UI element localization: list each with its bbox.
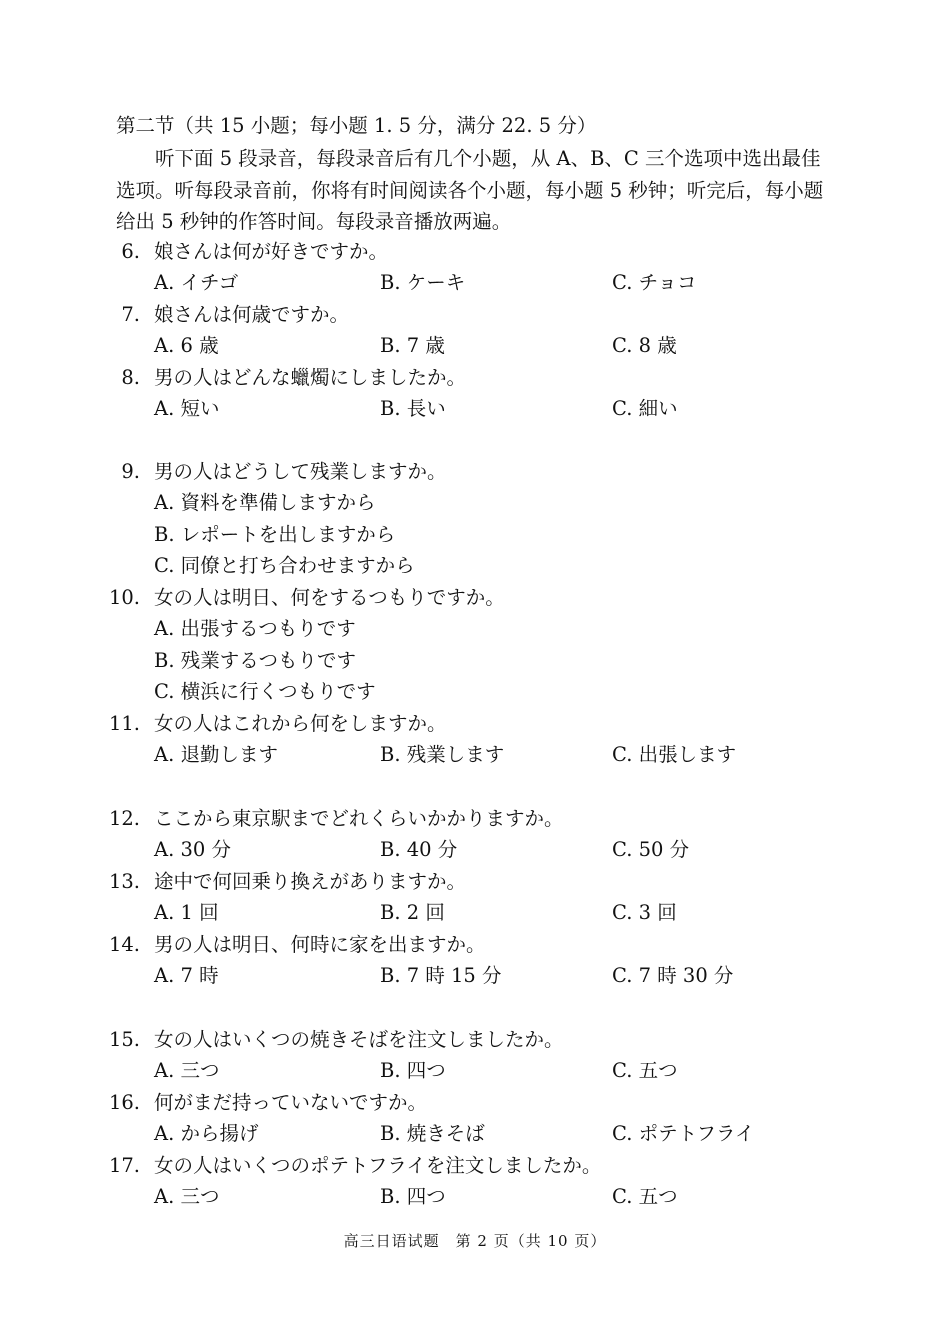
question-text: 女の人はいくつの焼きそばを注文しましたか。 — [154, 1028, 564, 1051]
option-b: B. 7 時 15 分 — [380, 964, 502, 987]
option-b: B. 四つ — [380, 1059, 446, 1082]
question-number: 17. — [108, 1154, 140, 1177]
option-a: A. 6 歳 — [154, 334, 219, 357]
question-text: 女の人はこれから何をしますか。 — [154, 712, 447, 735]
option-a: A. から揚げ — [154, 1122, 259, 1145]
question-number: 7. — [121, 303, 140, 326]
question-text: 女の人はいくつのポテトフライを注文しましたか。 — [154, 1154, 602, 1177]
option-b: B. レポートを出しますから — [154, 523, 396, 546]
option-a: A. 退勤します — [154, 743, 278, 766]
question-number: 8. — [121, 366, 140, 389]
option-b: B. 焼きそば — [380, 1122, 485, 1145]
question-number: 11. — [108, 712, 140, 735]
option-b: B. 残業するつもりです — [154, 649, 357, 672]
option-c: C. 8 歳 — [612, 334, 677, 357]
question-number: 9. — [121, 460, 140, 483]
option-a: A. 30 分 — [154, 838, 231, 861]
option-c: C. 50 分 — [612, 838, 690, 861]
option-c: C. 細い — [612, 397, 678, 420]
section-instructions: 听下面 5 段录音，每段录音后有几个小题，从 A、B、C 三个选项中选出最佳选项。听每段录音前，你将有时间阅读各个小题，每小题 5 秒钟；听完后，每小题给出 5 秒钟的作答时间。每段录音播放两遍。 — [116, 147, 824, 233]
option-b: B. ケーキ — [380, 271, 466, 294]
question-text: ここから東京駅までどれくらいかかりますか。 — [154, 807, 564, 830]
question-text: 男の人はどんな蠟燭にしましたか。 — [154, 366, 467, 389]
option-b: B. 長い — [380, 397, 446, 420]
option-c: C. 出張します — [612, 743, 737, 766]
question-text: 途中で何回乗り換えがありますか。 — [154, 870, 467, 893]
option-a: A. イチゴ — [154, 271, 239, 294]
question-number: 10. — [108, 586, 140, 609]
option-b: B. 40 分 — [380, 838, 458, 861]
question-number: 13. — [108, 870, 140, 893]
option-c: C. チョコ — [612, 271, 697, 294]
question-number: 14. — [108, 933, 140, 956]
option-c: C. 五つ — [612, 1185, 678, 1208]
option-c: C. 同僚と打ち合わせますから — [154, 554, 415, 577]
question-text: 娘さんは何が好きですか。 — [154, 240, 389, 263]
page-footer: 高三日语试题 第 2 页（共 10 页） — [343, 1232, 607, 1250]
option-b: B. 四つ — [380, 1185, 446, 1208]
option-c: C. ポテトフライ — [612, 1122, 755, 1145]
question-number: 12. — [108, 807, 140, 830]
option-c: C. 横浜に行くつもりです — [154, 680, 376, 703]
question-number: 6. — [121, 240, 140, 263]
question-text: 娘さんは何歳ですか。 — [154, 303, 350, 326]
question-number: 15. — [108, 1028, 140, 1051]
option-a: A. 三つ — [154, 1185, 220, 1208]
option-c: C. 7 時 30 分 — [612, 964, 734, 987]
option-a: A. 7 時 — [154, 964, 219, 987]
option-a: A. 資料を準備しますから — [154, 491, 376, 514]
option-a: A. 1 回 — [154, 901, 219, 924]
option-a: A. 出張するつもりです — [154, 617, 356, 640]
question-number: 16. — [108, 1091, 140, 1114]
section-title: 第二节（共 15 小题；每小题 1. 5 分，满分 22. 5 分） — [116, 114, 597, 137]
question-text: 男の人は明日、何時に家を出ますか。 — [154, 933, 486, 956]
option-c: C. 五つ — [612, 1059, 678, 1082]
option-a: A. 短い — [154, 397, 220, 420]
option-a: A. 三つ — [154, 1059, 220, 1082]
option-b: B. 7 歳 — [380, 334, 445, 357]
question-text: 何がまだ持っていないですか。 — [154, 1091, 428, 1114]
option-b: B. 2 回 — [380, 901, 445, 924]
question-text: 女の人は明日、何をするつもりですか。 — [154, 586, 505, 609]
option-b: B. 残業します — [380, 743, 505, 766]
question-text: 男の人はどうして残業しますか。 — [154, 460, 447, 483]
option-c: C. 3 回 — [612, 901, 677, 924]
